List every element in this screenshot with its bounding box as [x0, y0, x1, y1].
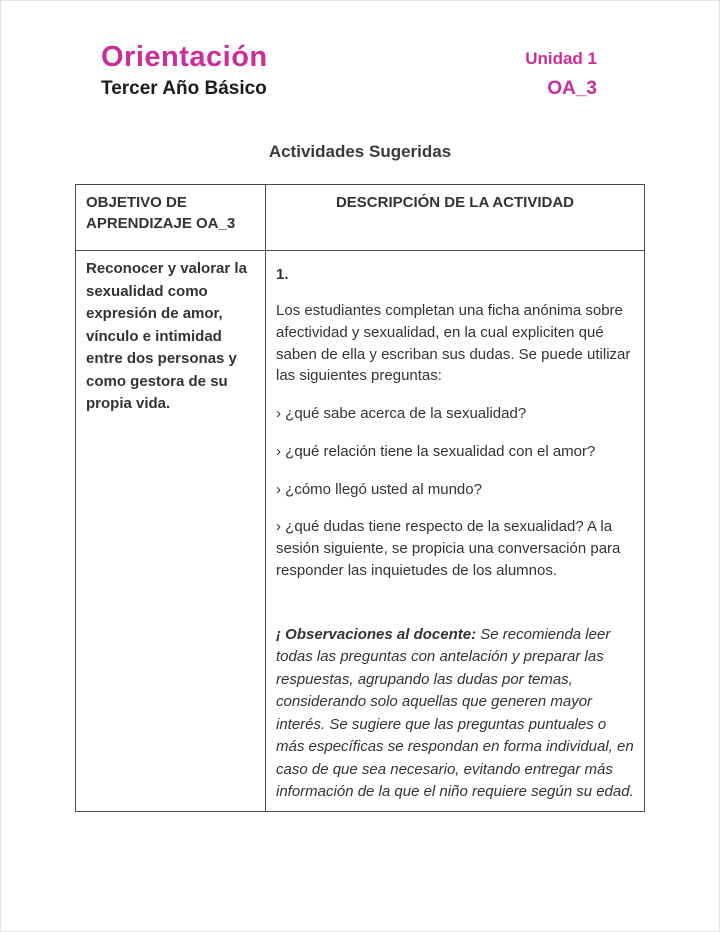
document-header: [1, 1, 719, 100]
oa-code-label: OA_3: [547, 78, 597, 100]
teacher-note-text: Se recomienda leer todas las preguntas con antelación y preparar las respuestas, agrupando las dudas por temas, considerando solo aquellas que generen mayor interés. Se sugiere que las preguntas puntuales o más específicas se respondan en forma individual, en caso de que sea necesario, evitando entregar más información de la que el niño requiere según su edad.: [276, 625, 634, 801]
question-item: › ¿qué dudas tiene respecto de la sexualidad? A la sesión siguiente, se propicia una conversación para responder las inquietudes de los alumnos.: [276, 518, 621, 579]
question-item: › ¿qué sabe acerca de la sexualidad?: [276, 405, 527, 423]
teacher-note: [276, 624, 634, 804]
objective-column-header: OBJETIVO DE APRENDIZAJE OA_3: [76, 185, 266, 251]
table-row: [76, 251, 645, 811]
activity-table: [75, 184, 645, 811]
question-item: › ¿qué relación tiene la sexualidad con el amor?: [276, 442, 596, 460]
description-cell: [266, 251, 645, 811]
activity-intro: Los estudiantes completan una ficha anónima sobre afectividad y sexualidad, en la cual expliciten qué saben de ella y escriban sus dudas. Se puede utilizar las siguientes preguntas:: [276, 302, 631, 385]
description-column-header: DESCRIPCIÓN DE LA ACTIVIDAD: [266, 185, 645, 251]
unit-label: Unidad 1: [525, 49, 597, 68]
teacher-note-label: ¡ Observaciones al docente:: [276, 625, 481, 643]
activity-number: 1.: [276, 266, 289, 284]
question-item: › ¿cómo llegó usted al mundo?: [276, 480, 482, 498]
header-right-block: [525, 41, 597, 100]
header-left-block: [101, 41, 268, 100]
page-title: Actividades Sugeridas: [268, 142, 452, 162]
objective-cell: Reconocer y valorar la sexualidad como expresión de amor, vínculo e intimidad entre dos personas y como gestora de su propia vida.: [76, 251, 266, 811]
table-header-row: [76, 185, 645, 251]
grade-title: Tercer Año Básico: [101, 78, 267, 100]
subject-title: Orientación: [101, 41, 268, 73]
